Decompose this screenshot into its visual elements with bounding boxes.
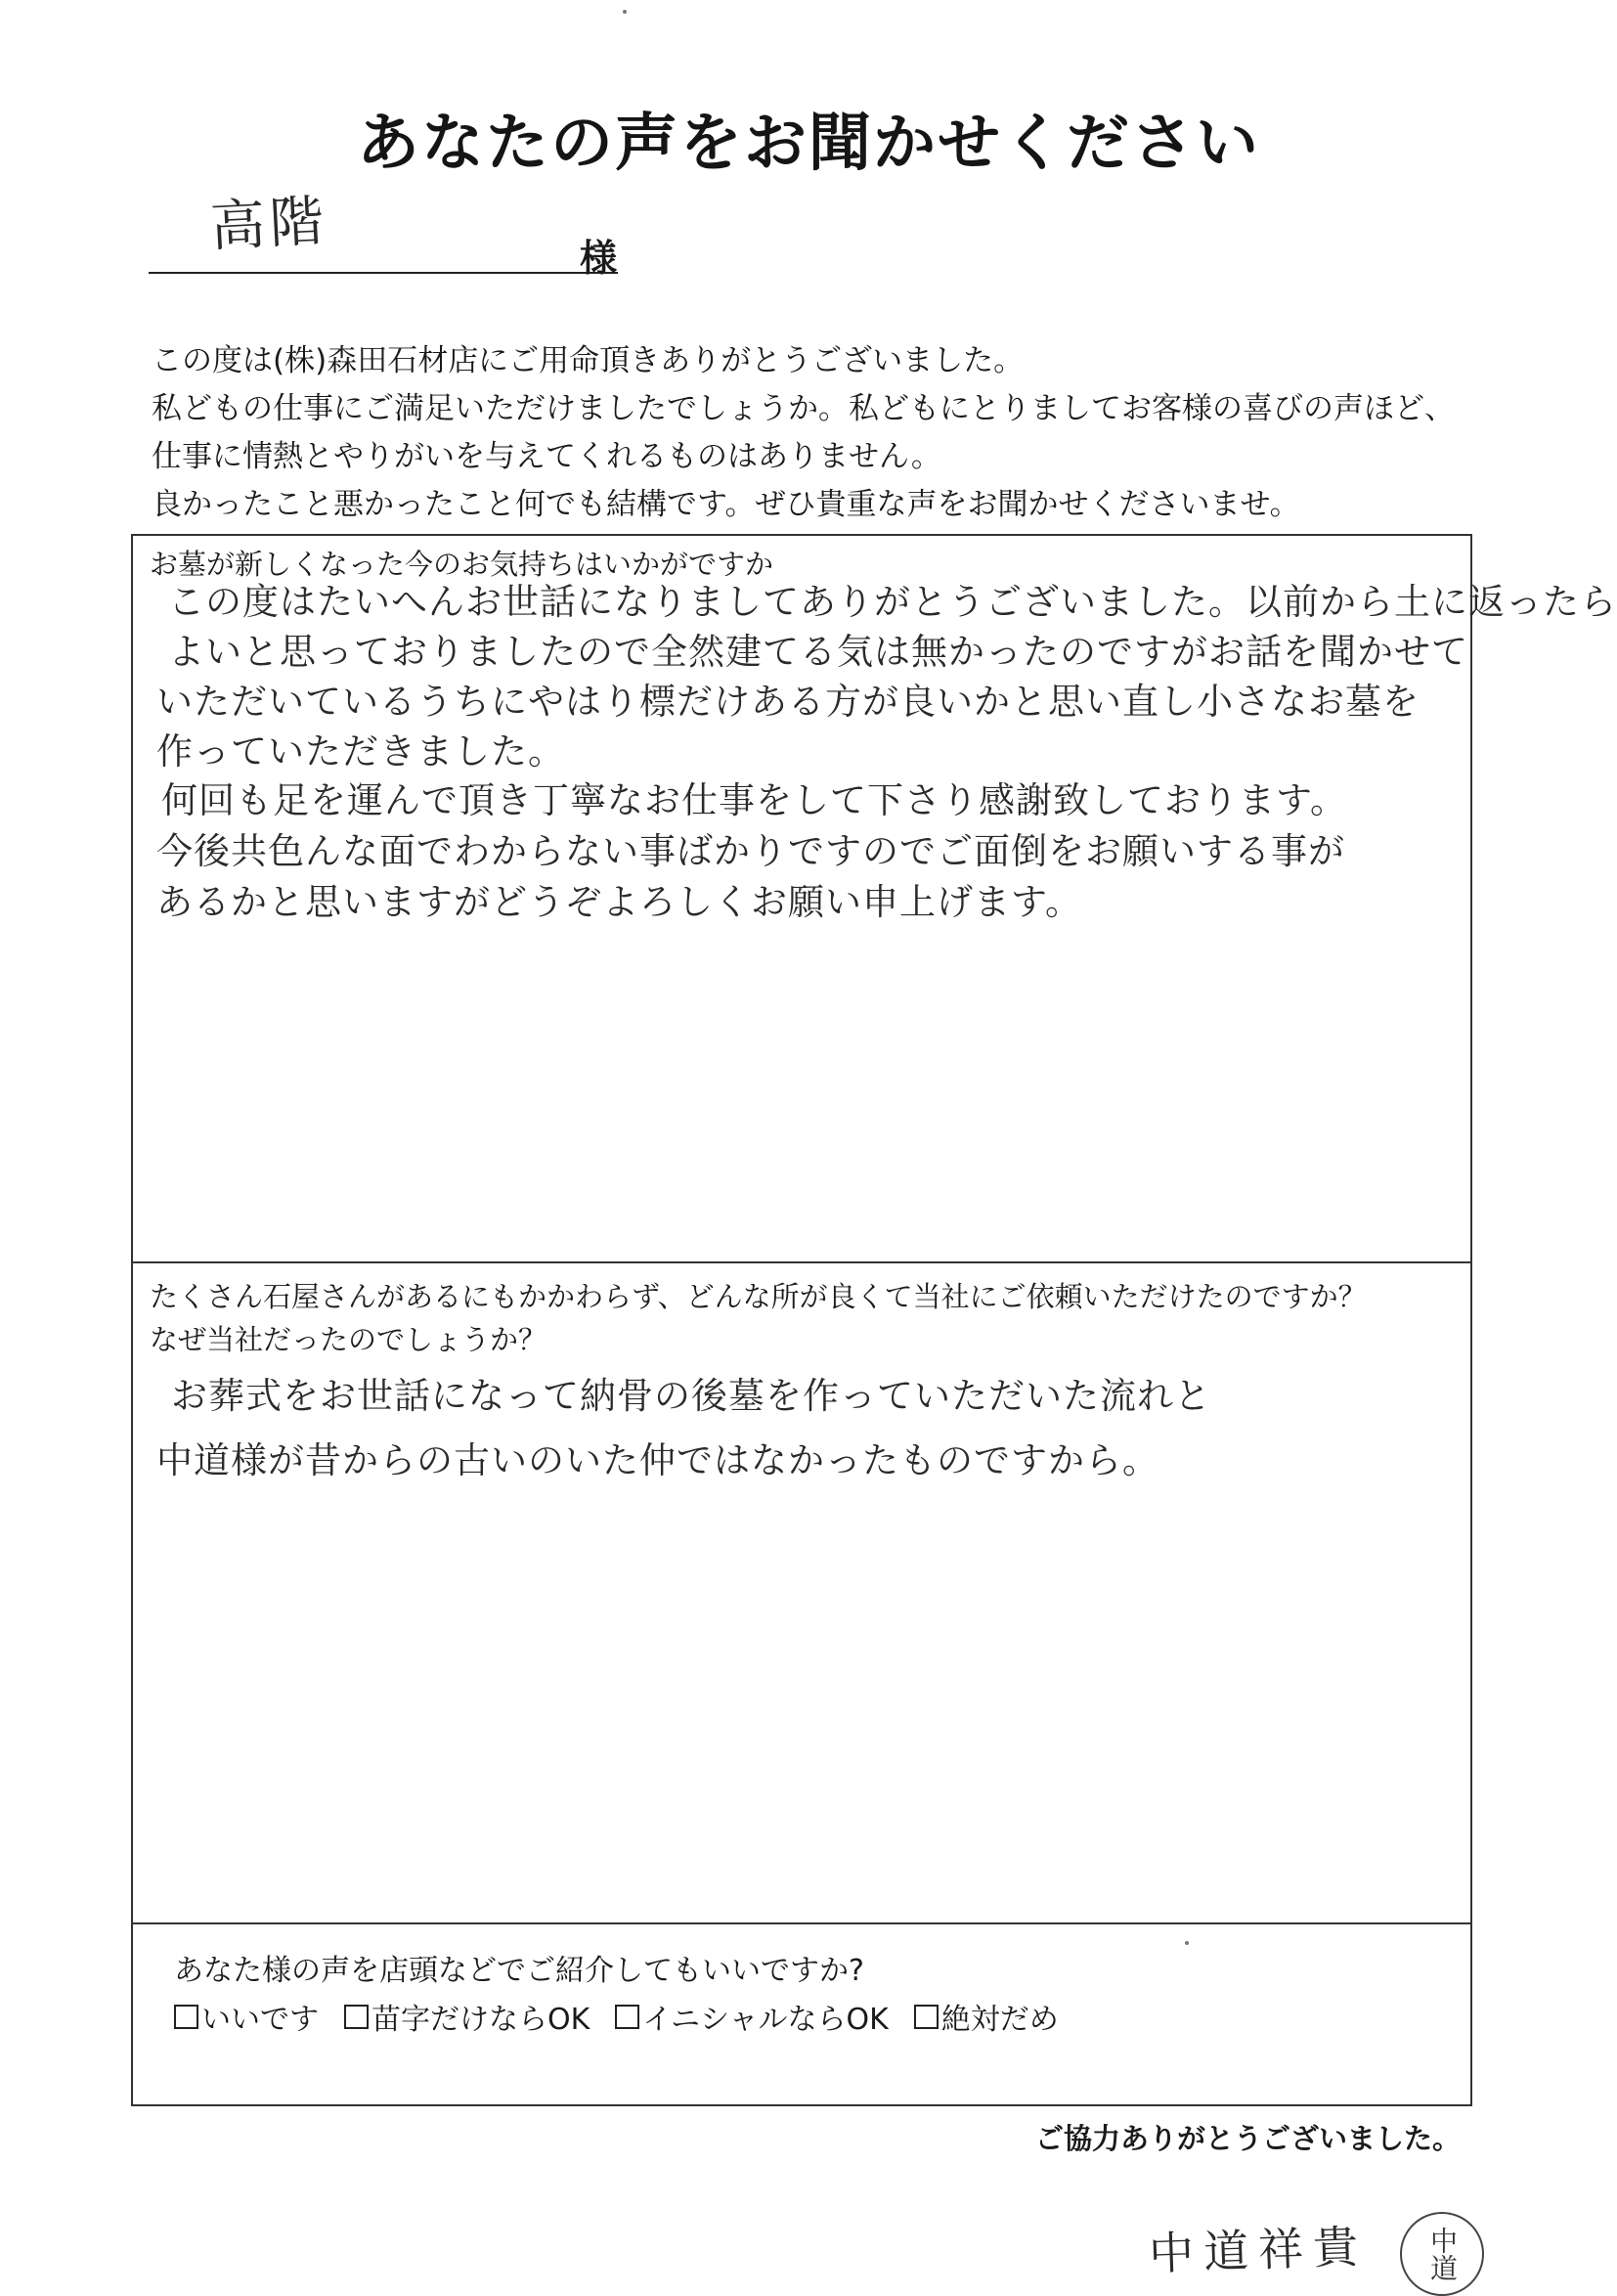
option-label: いいです — [201, 2003, 319, 2037]
q1-answer-line: あるかと思いますがどうぞよろしくお願い申上げます。 — [156, 881, 1083, 923]
consent-question: あなた様の声を店頭などでご紹介してもいいですか? — [174, 1954, 864, 1988]
scan-speck — [1185, 1941, 1189, 1945]
consent-option-surname-only[interactable] — [344, 1995, 590, 2038]
q1-answer-line: 作っていただきました。 — [156, 730, 565, 773]
q1-question: お墓が新しくなった今のお気持ちはいかがですか — [150, 548, 774, 581]
intro-text — [152, 337, 1501, 529]
option-label: 苗字だけならOK — [371, 2003, 590, 2037]
q1-answer-line: よいと思っておりましたので全然建てる気は無かったのですがお話を聞かせて — [168, 631, 1468, 673]
q1-answer-line: いただいているうちにやはり標だけある方が良いかと思い直し小さなお墓を — [156, 681, 1420, 723]
checkbox[interactable] — [174, 2005, 198, 2029]
recipient-honorific: 様 — [580, 237, 618, 280]
q2-question-line: たくさん石屋さんがあるにもかかわらず、どんな所が良くて当社にご依頼いただけたのですか？ — [150, 1280, 1367, 1313]
section-divider — [131, 1922, 1472, 1924]
q2-answer-line: お葬式をお世話になって納骨の後墓を作っていただいた流れと — [171, 1375, 1211, 1417]
recipient-name: 高階 — [208, 189, 329, 260]
checkbox[interactable] — [344, 2005, 369, 2029]
option-label: イニシャルならOK — [642, 2003, 889, 2037]
q1-answer-line: この度はたいへんお世話になりましてありがとうございました。以前から土に返ったら — [168, 581, 1617, 623]
option-label: 絶対だめ — [940, 2003, 1059, 2037]
q1-answer-line: 今後共色んな面でわからない事ばかりですのでご面倒をお願いする事が — [156, 830, 1345, 872]
checkbox[interactable] — [914, 2005, 939, 2029]
consent-options — [174, 1995, 1059, 2038]
section-divider — [131, 1261, 1472, 1263]
q2-question-line: なぜ当社だったのでしょうか？ — [150, 1323, 547, 1356]
form-title: あなたの声をお聞かせください — [357, 108, 1260, 180]
checkbox[interactable] — [615, 2005, 639, 2029]
consent-option-never[interactable] — [914, 1995, 1059, 2038]
thanks-message: ご協力ありがとうございました。 — [1034, 2122, 1461, 2155]
intro-line: この度は(株)森田石材店にご用命頂きありがとうございました。 — [152, 343, 1025, 378]
q2-answer-line: 中道様が昔からの古いのいた仲ではなかったものですから。 — [156, 1439, 1159, 1481]
scan-speck — [623, 10, 627, 14]
intro-line: 私どもの仕事にご満足いただけましたでしょうか。私どもにとりましてお客様の喜びの声ほど、 — [152, 391, 1455, 426]
intro-line: 仕事に情熱とやりがいを与えてくれるものはありません。 — [152, 439, 941, 474]
intro-line: 良かったこと悪かったこと何でも結構です。ぜひ貴重な声をお聞かせくださいませ。 — [152, 487, 1300, 522]
consent-option-initials-only[interactable] — [615, 1995, 889, 2038]
q1-answer-line: 何回も足を運んで頂き丁寧なお仕事をして下さり感謝致しております。 — [161, 779, 1348, 821]
hanko-seal: 中道 — [1400, 2212, 1484, 2296]
consent-option-ok[interactable] — [174, 1995, 319, 2038]
recipient-underline — [149, 272, 618, 274]
signature: 中道祥貴 — [1148, 2220, 1369, 2280]
